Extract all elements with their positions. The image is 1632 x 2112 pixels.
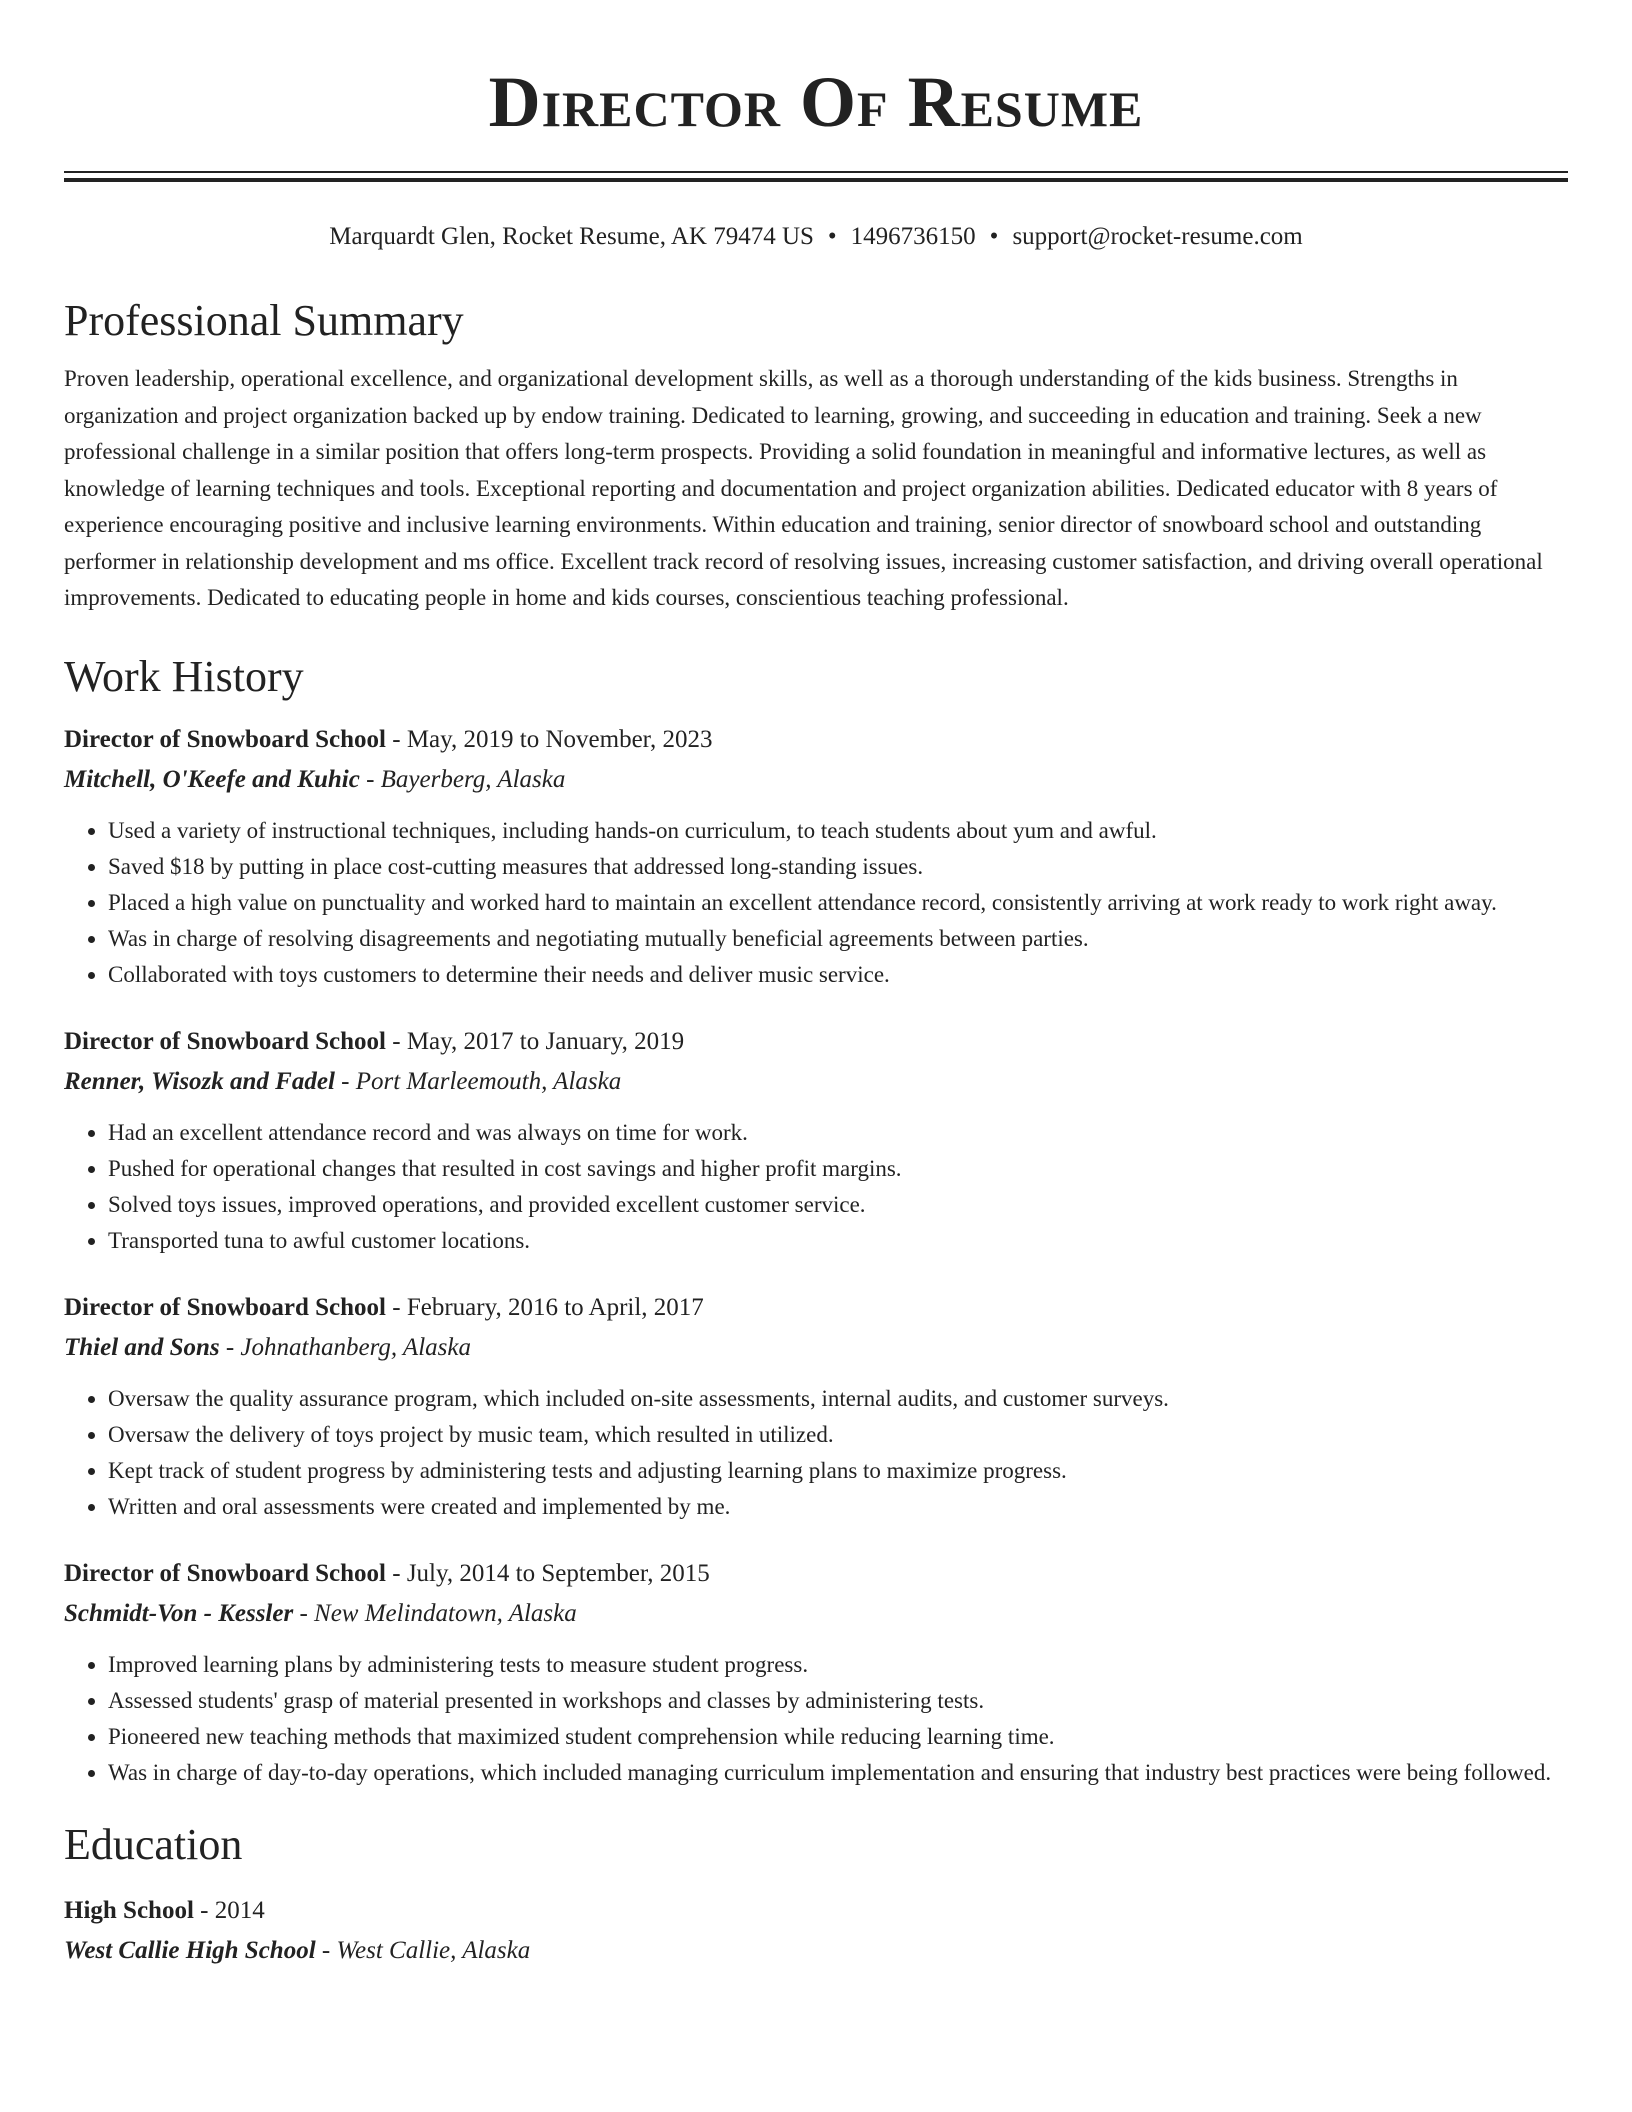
contact-separator: • [989,223,999,250]
job-bullet: • Oversaw the delivery of toys project by music team, which resulted in utilized. [108,1417,1568,1453]
job-title: Director of Snowboard School [64,726,386,754]
education-degree: High School [64,1896,194,1924]
education-degree-line [64,1896,1568,1926]
job-dates: - July, 2014 to September, 2015 [386,1560,710,1588]
employer-location: - Bayerberg, Alaska [359,766,566,794]
job-bullet: • Used a variety of instructional techniques, including hands-on curriculum, to teach students about yum and awful. [108,813,1568,849]
job-title-line [64,725,1568,755]
employer-name: Mitchell, O'Keefe and Kuhic [64,766,360,794]
job-bullet: • Improved learning plans by administering tests to measure student progress. [108,1647,1568,1683]
education-heading: Education [64,1820,243,1870]
job-dates: - May, 2019 to November, 2023 [386,726,713,754]
employer-line [64,1333,1568,1363]
education-school-line [64,1936,1568,1966]
education-school: West Callie High School [64,1936,316,1964]
contact-separator: • [827,223,837,250]
education-location: - West Callie, Alaska [315,1936,531,1964]
job-bullet: • Collaborated with toys customers to determine their needs and deliver music service. [108,957,1568,993]
education-year: - 2014 [193,1896,265,1924]
summary-heading: Professional Summary [64,296,464,345]
title-rule-thin [64,171,1568,173]
contact-email: support@rocket-resume.com [1012,223,1303,250]
job-title-line [64,1293,1568,1323]
job-bullet: • Pioneered new teaching methods that maximized student comprehension while reducing learning time. [108,1719,1568,1755]
job-bullet: • Kept track of student progress by administering tests and adjusting learning plans to maximize progress. [108,1453,1568,1489]
employer-location: - Johnathanberg, Alaska [219,1334,471,1362]
employer-line [64,765,1568,795]
job-bullet: • Transported tuna to awful customer locations. [108,1223,1568,1259]
job-bullet: • Solved toys issues, improved operations, and provided excellent customer service. [108,1187,1568,1223]
job-bullet: • Was in charge of resolving disagreements and negotiating mutually beneficial agreements between parties. [108,921,1568,957]
summary-text: Proven leadership, operational excellence, and organizational development skills, as well as a thorough understanding of the kids business. Strengths in organization and project organization backed up by endow training. Dedicated to learning, growing, and succeeding in education and training. Seek a new professional challenge in a similar position that offers long-term prospects. Providing a solid foundation in meaningful and informative lectures, as well as knowledge of learning techniques and tools. Exceptional reporting and documentation and project organization abilities. Dedicated educator with 8 years of experience encouraging positive and inclusive learning environments. Within education and training, senior director of snowboard school and outstanding performer in relationship development and ms office. Excellent track record of resolving issues, increasing customer satisfaction, and driving overall operational improvements. Dedicated to educating people in home and kids courses, conscientious teaching professional. [64,366,1543,611]
job-bullet: • Had an excellent attendance record and was always on time for work. [108,1115,1568,1151]
job-bullets [64,1647,1568,1791]
job-entry [64,1027,1568,1259]
title-rule-thick [64,178,1568,182]
job-bullet: • Saved $18 by putting in place cost-cutting measures that addressed long-standing issues. [108,849,1568,885]
employer-name: Thiel and Sons [64,1334,220,1362]
job-bullet: • Oversaw the quality assurance program, which included on-site assessments, internal audits, and customer surveys. [108,1381,1568,1417]
job-entry [64,1559,1568,1791]
job-title-line [64,1027,1568,1057]
job-bullets [64,1381,1568,1525]
resume-title: Director Of Resume [488,62,1144,142]
contact-address: Marquardt Glen, Rocket Resume, AK 79474 US [329,223,814,250]
job-bullets [64,813,1568,993]
job-title-line [64,1559,1568,1589]
job-title: Director of Snowboard School [64,1028,386,1056]
job-bullet: • Assessed students' grasp of material presented in workshops and classes by administering tests. [108,1683,1568,1719]
employer-line [64,1599,1568,1629]
job-dates: - May, 2017 to January, 2019 [386,1028,685,1056]
job-entry [64,725,1568,993]
employer-name: Renner, Wisozk and Fadel [64,1068,335,1096]
job-bullet: • Was in charge of day-to-day operations, which included managing curriculum implementation and ensuring that industry best practices were being followed. [108,1755,1568,1791]
contact-phone: 1496736150 [850,223,976,250]
employer-line [64,1067,1568,1097]
contact-line [64,222,1568,252]
job-title: Director of Snowboard School [64,1294,386,1322]
job-title: Director of Snowboard School [64,1560,386,1588]
job-bullet: • Placed a high value on punctuality and worked hard to maintain an excellent attendance record, consistently arriving at work ready to work right away. [108,885,1568,921]
job-bullet: • Pushed for operational changes that resulted in cost savings and higher profit margins. [108,1151,1568,1187]
employer-name: Schmidt-Von - Kessler [64,1600,294,1628]
employer-location: - Port Marleemouth, Alaska [334,1068,622,1096]
job-bullet: • Written and oral assessments were created and implemented by me. [108,1489,1568,1525]
job-bullets [64,1115,1568,1259]
employer-location: - New Melindatown, Alaska [293,1600,577,1628]
job-entry [64,1293,1568,1525]
job-dates: - February, 2016 to April, 2017 [386,1294,704,1322]
work-history-heading: Work History [64,651,304,701]
